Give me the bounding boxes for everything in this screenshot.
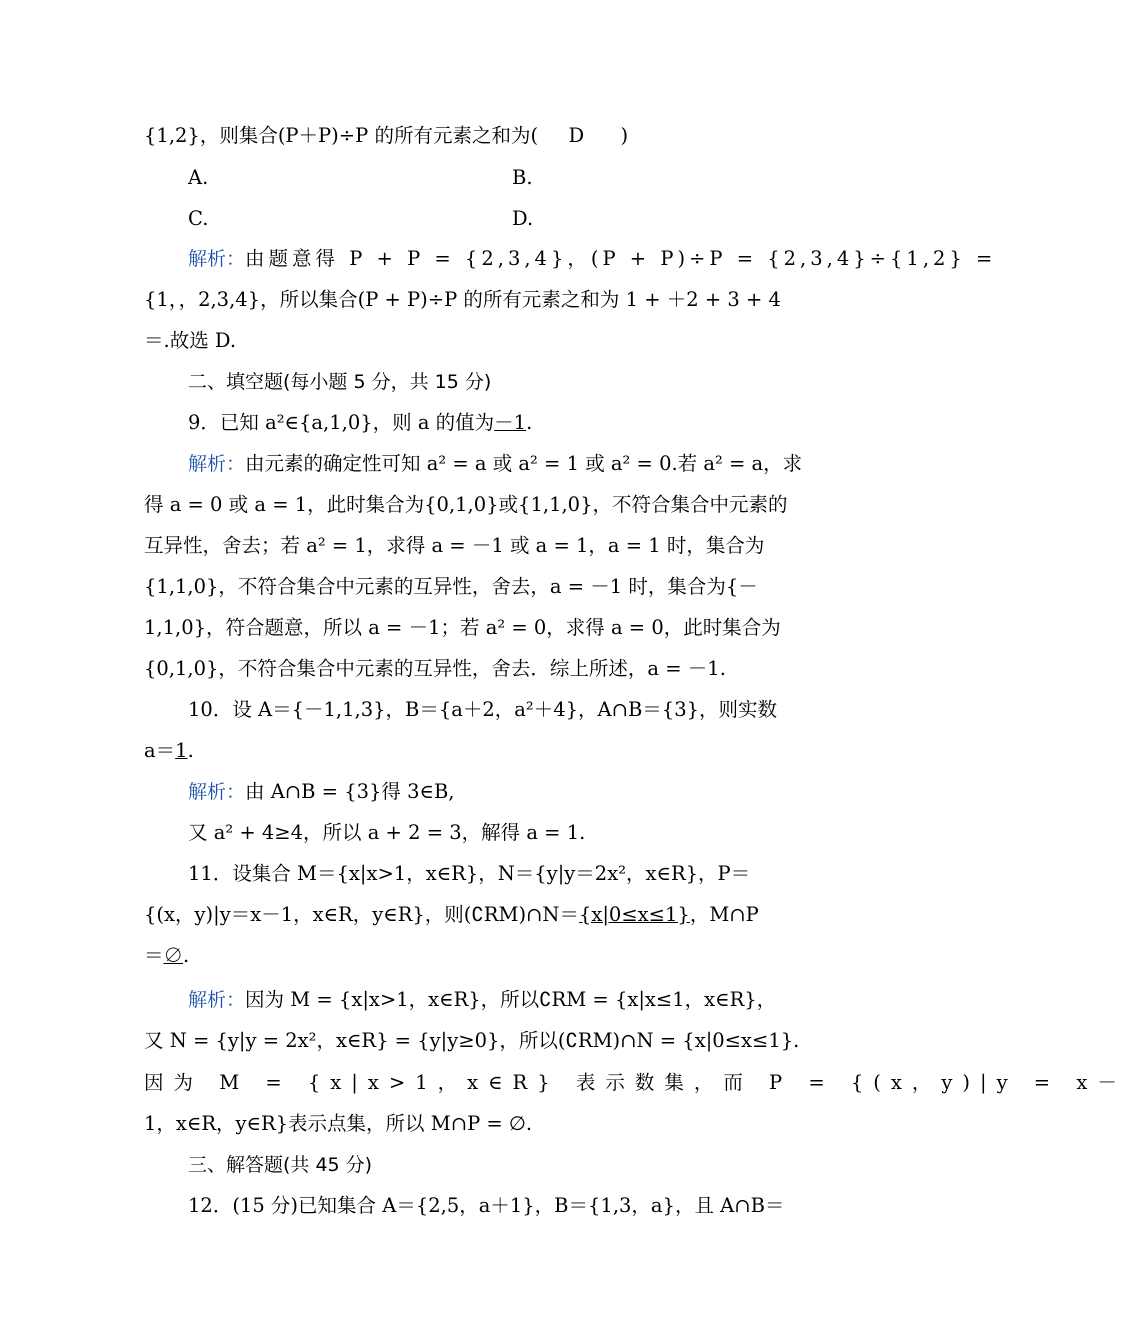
q11-solution-line-4: 1，x∈R，y∈R}表示点集，所以 M∩P = ∅.	[144, 1112, 533, 1135]
q11-stem-2-pre: {(x，y)|y＝x－1，x∈R，y∈R}，则(∁RM)∩N＝	[144, 903, 579, 926]
q9-answer: －1	[494, 411, 527, 434]
q11-answer-1: {x|0≤x≤1}	[578, 903, 690, 926]
q8-option-a: A.	[188, 166, 209, 189]
q8-solution-line-1	[188, 244, 997, 274]
q11-solution-line-1	[188, 985, 806, 1015]
q9-sol-1: 由元素的确定性可知 a² = a 或 a² = 1 或 a² = 0.若 a² = a，求	[245, 452, 803, 475]
q9-jiexi-label: 解析：	[188, 453, 246, 475]
q9-solution-line-1	[188, 449, 806, 479]
q10-stem-line-1: 10．设 A＝{－1,1,3}，B＝{a＋2，a²＋4}，A∩B＝{3}，则实数	[188, 698, 778, 721]
q10-jiexi-label: 解析：	[188, 781, 246, 803]
q11-stem-3-pre: ＝	[144, 944, 164, 967]
q9-solution-line-6: {0,1,0}，不符合集合中元素的互异性，舍去．综上所述，a = －1.	[144, 657, 726, 680]
q8-option-d: D.	[512, 207, 534, 230]
q11-answer-2: ∅	[163, 944, 184, 967]
q8-sol-1: 由题意得 P + P = {2,3,4}，(P + P)÷P = {2,3,4}÷{1,2} =	[245, 247, 997, 270]
q11-solution-line-3: 因为 M = {x|x>1，x∈R} 表示数集，而 P = {(x，y)|y = x－	[144, 1071, 1127, 1094]
q11-jiexi-label: 解析：	[188, 989, 246, 1011]
q9-solution-line-3: 互异性，舍去；若 a² = 1，求得 a = －1 或 a = 1，a = 1 时，集合为	[144, 534, 765, 557]
q8-stem-line	[144, 121, 806, 151]
q9-end: .	[526, 411, 533, 434]
q8-answer: D	[568, 124, 585, 147]
q10-sol-1: 由 A∩B = {3}得 3∈B,	[245, 780, 455, 803]
q11-sol-1: 因为 M = {x|x>1，x∈R}，所以∁RM = {x|x≤1，x∈R}，	[245, 988, 777, 1011]
q9-solution-line-2: 得 a = 0 或 a = 1，此时集合为{0,1,0}或{1,1,0}，不符合集合中元素的	[144, 493, 788, 516]
q8-option-b: B.	[512, 166, 533, 189]
q8-solution-line-2: {1，，2,3,4}，所以集合(P + P)÷P 的所有元素之和为 1 + ＋2 + 3 + 4	[144, 288, 781, 311]
q11-stem-2-post: ，M∩P	[689, 903, 759, 926]
q11-end: .	[183, 944, 190, 967]
section-3-heading: 三、解答题(共 45 分)	[188, 1154, 373, 1176]
q8-solution-line-3: ＝.故选 D.	[144, 329, 237, 352]
q8-option-c: C.	[188, 207, 209, 230]
q10-answer: 1	[175, 739, 188, 762]
q11-stem-line-3	[144, 941, 806, 971]
q9-solution-line-5: 1,1,0}，符合题意，所以 a = －1；若 a² = 0，求得 a = 0，此时集合为	[144, 616, 781, 639]
q10-end: .	[187, 739, 194, 762]
q9-solution-line-4: {1,1,0}，不符合集合中元素的互异性，舍去，a = －1 时，集合为{－	[144, 575, 758, 598]
q8-close-paren: )	[620, 124, 629, 147]
q8-jiexi-label: 解析：	[188, 248, 246, 270]
q11-solution-line-2: 又 N = {y|y = 2x²，x∈R} = {y|y≥0}，所以(∁RM)∩N = {x|0≤x≤1}.	[144, 1029, 800, 1052]
section-2-heading: 二、填空题(每小题 5 分，共 15 分)	[188, 371, 492, 393]
q9-stem-line	[188, 408, 806, 438]
q11-stem-line-1: 11．设集合 M＝{x|x>1，x∈R}，N＝{y|y＝2x²，x∈R}，P＝	[188, 862, 751, 885]
q10-solution-line-2: 又 a² + 4≥4，所以 a + 2 = 3，解得 a = 1.	[188, 821, 586, 844]
q11-stem-line-2	[144, 900, 806, 930]
q12-stem-line-1: 12．(15 分)已知集合 A＝{2,5，a＋1}，B＝{1,3，a}，且 A∩B＝	[188, 1194, 785, 1217]
q10-stem-2: a＝	[144, 739, 176, 762]
q10-solution-line-1	[188, 777, 806, 807]
q9-stem: 9．已知 a²∈{a,1,0}，则 a 的值为	[188, 411, 495, 434]
q10-stem-line-2	[144, 736, 806, 766]
q8-stem-text: {1,2}，则集合(P＋P)÷P 的所有元素之和为(	[144, 124, 539, 147]
